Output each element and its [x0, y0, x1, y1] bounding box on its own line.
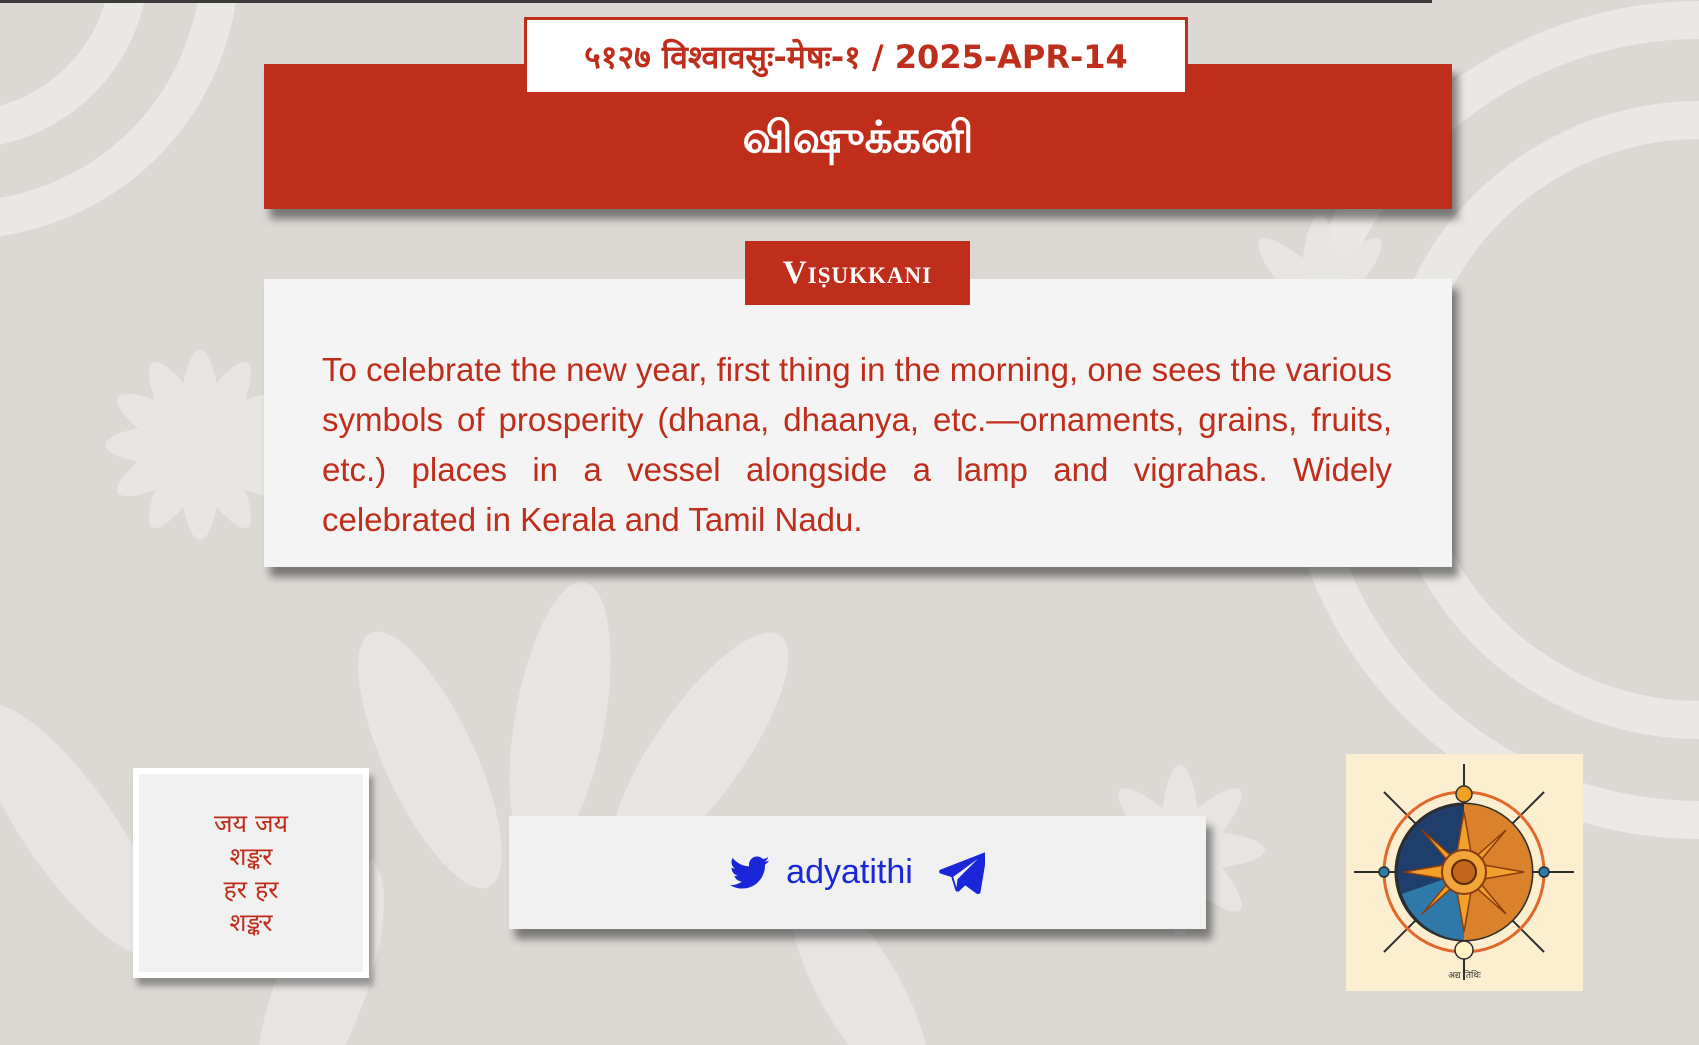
event-description: To celebrate the new year, first thing in the morning, one sees the various symbols of prosperity (dhana, dhaanya, etc.—ornaments, grains, fruits, etc.) places in a vessel alongside a lamp and vigrahas. Widely celebrated in Kerala and Tamil Nadu. [322, 351, 1392, 538]
page-title: விஷுக்கனி [742, 112, 974, 163]
date-badge [524, 17, 1188, 95]
blessing-line: हर हर [223, 875, 279, 904]
compass-sun-moon-logo [1346, 754, 1583, 991]
blessing-card-inner [139, 774, 363, 972]
blessing-card [133, 768, 369, 978]
blessing-line: शङ्कर [229, 842, 273, 871]
brand-logo [1346, 754, 1583, 991]
event-label: Viṣukkani [782, 254, 933, 291]
social-links-card [509, 816, 1206, 929]
social-handle-link[interactable]: adyatithi [786, 853, 913, 891]
blessing-line: जय जय [213, 809, 289, 838]
description-card [264, 279, 1452, 567]
top-divider [0, 0, 1432, 3]
twitter-bird-icon[interactable] [730, 856, 770, 890]
blessing-line: शङ्कर [229, 908, 273, 937]
event-label-tab [745, 241, 970, 305]
date-text: ५१२७ विश्वावसुः-मेषः-१ / 2025-APR-14 [584, 37, 1128, 76]
telegram-plane-icon[interactable] [939, 852, 985, 894]
logo-caption: अद्य तिथिः [1448, 971, 1481, 981]
